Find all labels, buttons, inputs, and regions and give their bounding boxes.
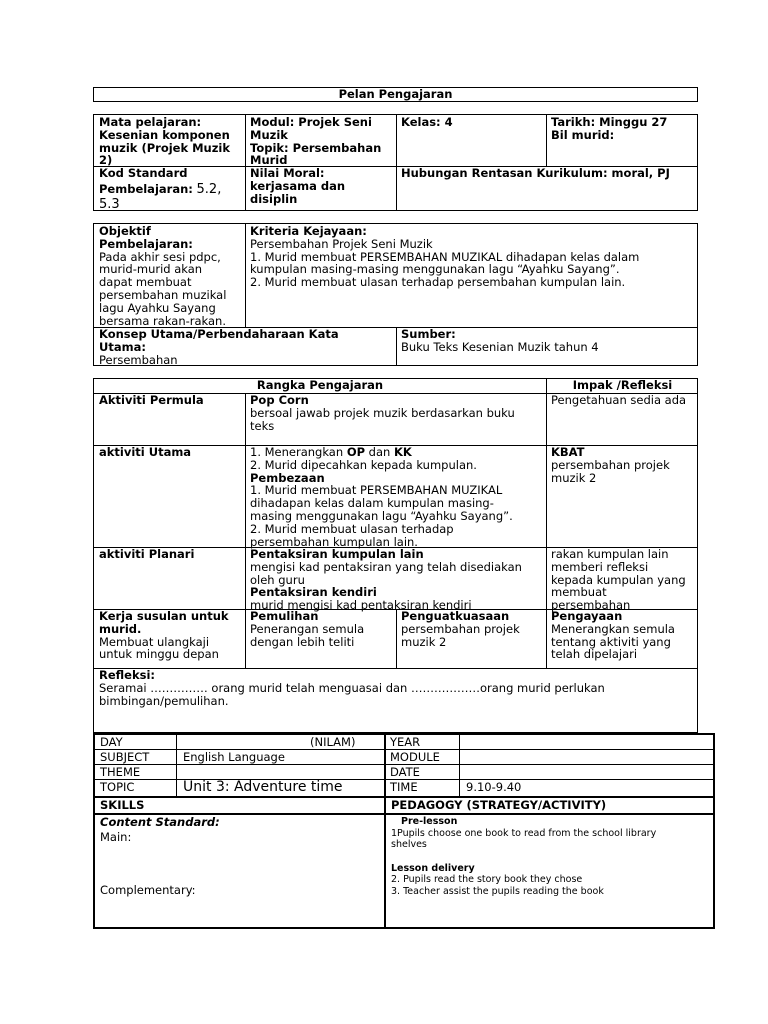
objektif: Objektif Pembelajaran: Pada akhir sesi pdpc, murid-murid akan dapat membuat persembahan muzikal lagu Ayahku Sayang bersama rakan-rakan. [99, 224, 227, 328]
time-value: 9.10-9.40 [466, 780, 522, 794]
english-table [93, 733, 715, 929]
time-label: TIME [390, 780, 418, 794]
topic-value: Unit 3: Adventure time [183, 779, 343, 795]
aktiviti-planari: Pentaksiran kumpulan lain mengisi kad pentaksiran yang telah disediakan oleh guru Pentaksiran kendiri murid mengisi kad pentaksiran kendiri [250, 547, 522, 613]
year-label: YEAR [390, 735, 421, 749]
mata-pelajaran: Mata pelajaran: Kesenian komponen muzik (Projek Muzik 2) [99, 115, 231, 168]
modul-topik: Modul: Projek Seni Muzik Topik: Persembahan Murid [250, 115, 382, 168]
tarikh: Tarikh: Minggu 27 Bil murid: [551, 115, 668, 142]
utama-impak: KBAT persembahan projek muzik 2 [551, 445, 670, 485]
permula-impak: Pengetahuan sedia ada [551, 393, 687, 407]
rangka-table [93, 378, 698, 733]
pengayaan: Pengayaan Menerangkan semula tentang aktiviti yang telah dipelajari [551, 609, 675, 662]
header-table [93, 114, 698, 211]
aktiviti-permula-label: Aktiviti Permula [99, 393, 204, 407]
refleksi: Refleksi: Seramai …………… orang murid telah menguasai dan ………………orang murid perlukan bimbingan/pemulihan. [99, 668, 605, 708]
subject-value: English Language [183, 750, 285, 764]
nilai-moral: Nilai Moral: kerjasama dan disiplin [250, 166, 346, 206]
aktiviti-planari-label: aktiviti Planari [99, 547, 195, 561]
kelas: Kelas: 4 [401, 115, 453, 129]
date-label: DATE [390, 765, 420, 779]
impak-header: Impak /Refleksi [572, 378, 673, 392]
day-value: (NILAM) [310, 735, 356, 749]
day-label: DAY [100, 735, 123, 749]
skills-box-bottom [93, 927, 383, 929]
module-label: MODULE [390, 750, 440, 764]
objective-table [93, 223, 698, 366]
konsep-utama: Konsep Utama/Perbendaharaan Kata Utama: Persembahan [99, 327, 339, 367]
theme-label: THEME [100, 765, 141, 779]
aktiviti-permula: Pop Corn bersoal jawab projek muzik berdasarkan buku teks [250, 393, 515, 433]
aktiviti-utama: 1. Menerangkan OP dan KK 2. Murid dipecahkan kepada kumpulan. Pembezaan 1. Murid membuat PERSEMBAHAN MUZIKAL dihadapan kelas dalam kumpulan masing- masing menggunakan lagu “Ayahku Sayang”. 2. Murid membuat ulasan terhadap persembahan kumpulan lain. [250, 445, 513, 549]
aktiviti-utama-label: aktiviti Utama [99, 445, 192, 459]
page-title: Pelan Pengajaran [93, 87, 698, 102]
sumber: Sumber: Buku Teks Kesenian Muzik tahun 4 [401, 327, 599, 354]
content-standard: Content Standard: Main: Complementary: [100, 815, 220, 897]
rangka-header: Rangka Pengajaran [256, 378, 384, 392]
kerja-susulan: Kerja susulan untuk murid. Membuat ulangkaji untuk minggu depan [99, 609, 229, 662]
planari-impak: rakan kumpulan lain memberi refleksi kepada kumpulan yang membuat persembahan [551, 547, 686, 613]
penguatkuasaan: Penguatkuasaan persembahan projek muzik 2 [401, 609, 520, 649]
hubungan-rentasan: Hubungan Rentasan Kurikulum: moral, PJ [401, 166, 670, 180]
skills-label: SKILLS [100, 798, 145, 812]
topic-label: TOPIC [100, 780, 135, 794]
pemulihan: Pemulihan Penerangan semula dengan lebih teliti [250, 609, 365, 649]
pedagogy-activity: Pre-lesson 1Pupils choose one book to read from the school library shelves Lesson delivery 2. Pupils read the story book they chose 3. Teacher assist the pupils reading the book [391, 816, 657, 897]
pedagogy-label: PEDAGOGY (STRATEGY/ACTIVITY) [391, 798, 607, 812]
kriteria-kejayaan: Kriteria Kejayaan: Persembahan Projek Seni Muzik 1. Murid membuat PERSEMBAHAN MUZIKAL dihadapan kelas dalam kumpulan masing-masing menggunakan lagu “Ayahku Sayang”. 2. Murid membuat ulasan terhadap persembahan kumpulan lain. [250, 224, 640, 290]
subject-label: SUBJECT [100, 750, 150, 764]
kod-standard: Kod Standard Pembelajaran: 5.2, 5.3 [99, 166, 222, 212]
